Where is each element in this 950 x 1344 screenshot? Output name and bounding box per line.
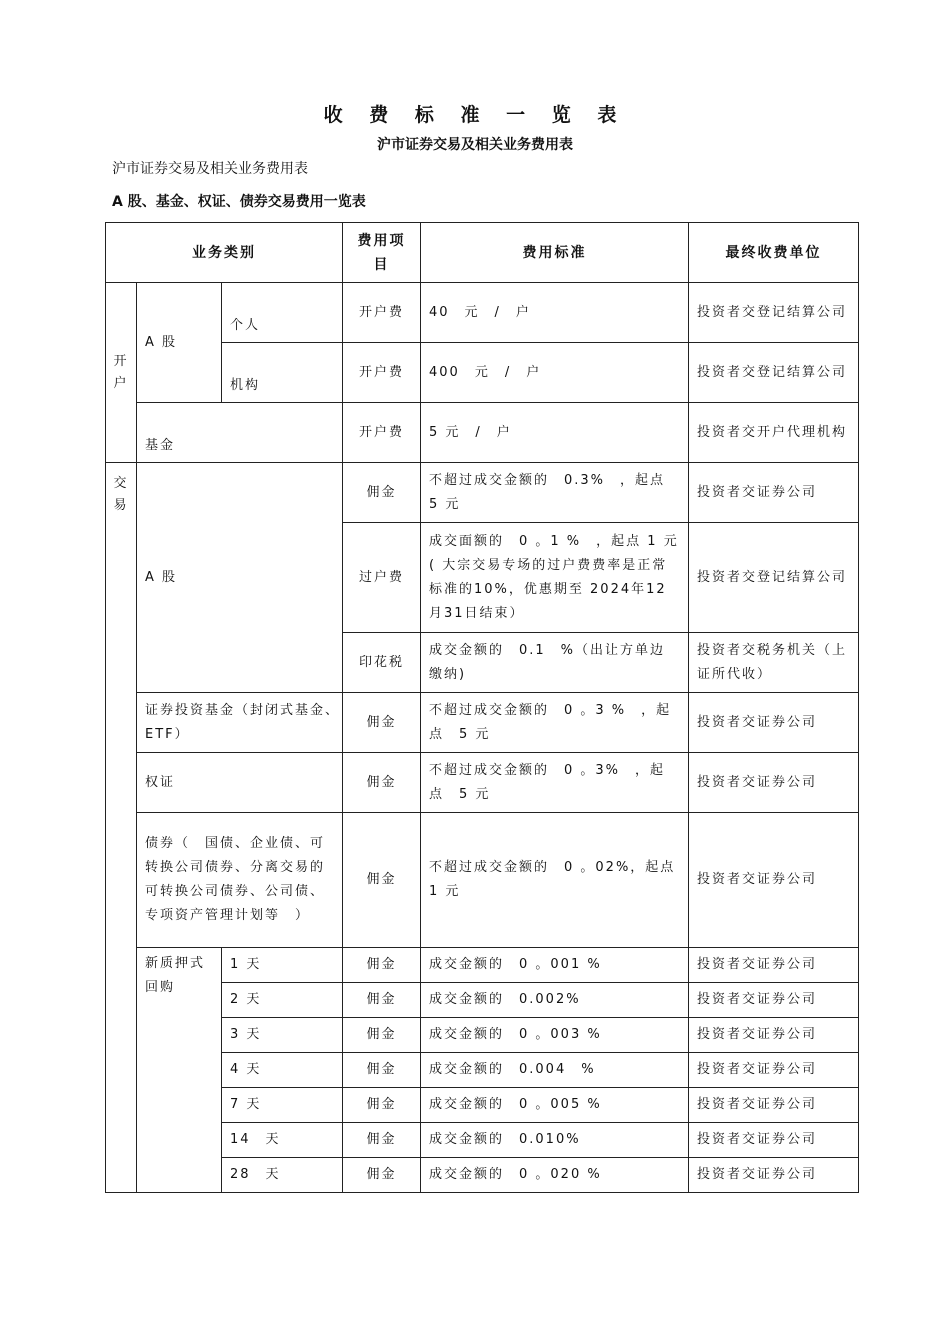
table-row <box>106 693 859 753</box>
page-subtitle: 沪市证券交易及相关业务费用表 <box>377 137 573 153</box>
table-row <box>106 463 859 523</box>
fee-standard: 40 元 / 户 <box>421 283 689 343</box>
fee-item: 佣金 <box>343 948 421 983</box>
fee-payee: 投资者交证券公司 <box>689 1018 859 1053</box>
fee-item: 佣金 <box>343 983 421 1018</box>
fee-item: 佣金 <box>343 753 421 813</box>
fee-payee: 投资者交证券公司 <box>689 1158 859 1193</box>
fee-standard: 成交金额的 0.004 % <box>421 1053 689 1088</box>
header-item: 费用项目 <box>343 223 421 283</box>
fee-item: 印花税 <box>343 633 421 693</box>
fee-item: 佣金 <box>343 1158 421 1193</box>
fee-payee: 投资者交证券公司 <box>689 1123 859 1158</box>
fee-standard: 成交金额的 0.1 %（出让方单边缴纳) <box>421 633 689 693</box>
fee-item: 开户费 <box>343 403 421 463</box>
fee-payee: 投资者交登记结算公司 <box>689 343 859 403</box>
fee-item: 佣金 <box>343 1123 421 1158</box>
fee-standard: 成交面额的 0 。1 % ，起点 1 元( 大宗交易专场的过户费费率是正常标准的10%，优惠期至 2024年12月31日结束） <box>421 523 689 633</box>
fee-payee: 投资者交登记结算公司 <box>689 523 859 633</box>
table-row <box>106 403 859 463</box>
fee-standard: 成交金额的 0.002% <box>421 983 689 1018</box>
fee-payee: 投资者交证券公司 <box>689 813 859 948</box>
fee-standard: 成交金额的 0 。003 % <box>421 1018 689 1053</box>
header-payee: 最终收费单位 <box>689 223 859 283</box>
fee-standard: 不超过成交金额的 0 。3 % ，起点 5 元 <box>421 693 689 753</box>
repo-label: 新质押式回购 <box>137 948 222 1193</box>
trade-warrant-label: 权证 <box>137 753 343 813</box>
table-row <box>106 948 859 983</box>
fee-item: 开户费 <box>343 343 421 403</box>
fee-payee: 投资者交证券公司 <box>689 693 859 753</box>
fee-item: 佣金 <box>343 693 421 753</box>
fee-standard: 成交金额的 0 。005 % <box>421 1088 689 1123</box>
table-title: A 股、基金、权证、债券交易费用一览表 <box>112 194 366 210</box>
fee-item: 佣金 <box>343 1053 421 1088</box>
trade-a-share-label: A 股 <box>137 463 343 693</box>
fee-payee: 投资者交证券公司 <box>689 753 859 813</box>
repo-term: 14 天 <box>222 1123 343 1158</box>
fee-payee: 投资者交证券公司 <box>689 463 859 523</box>
table-row <box>106 813 859 948</box>
header-row <box>106 223 859 283</box>
trade-fund-label: 证券投资基金（封闭式基金、 ETF） <box>137 693 343 753</box>
fee-payee: 投资者交登记结算公司 <box>689 283 859 343</box>
header-standard: 费用标准 <box>421 223 689 283</box>
open-fund-label: 基金 <box>137 403 343 463</box>
repo-term: 2 天 <box>222 983 343 1018</box>
group-trade: 交易 <box>106 463 137 1193</box>
fee-standard: 不超过成交金额的 0 。02%，起点 1 元 <box>421 813 689 948</box>
open-a-share-label: A 股 <box>137 283 222 403</box>
fee-payee: 投资者交证券公司 <box>689 983 859 1018</box>
fee-item: 过户费 <box>343 523 421 633</box>
fee-item: 佣金 <box>343 1018 421 1053</box>
fee-item: 佣金 <box>343 813 421 948</box>
table-row <box>106 283 859 343</box>
fee-item: 佣金 <box>343 463 421 523</box>
group-open: 开户 <box>106 283 137 463</box>
fee-item: 佣金 <box>343 1088 421 1123</box>
fee-payee: 投资者交证券公司 <box>689 948 859 983</box>
fee-standard: 不超过成交金额的 0 。3% ，起点 5 元 <box>421 753 689 813</box>
repo-term: 4 天 <box>222 1053 343 1088</box>
fee-standard: 不超过成交金额的 0.3% ，起点 5 元 <box>421 463 689 523</box>
fee-standard: 成交金额的 0 。020 % <box>421 1158 689 1193</box>
open-sub-institution: 机构 <box>222 343 343 403</box>
fee-standard: 成交金额的 0.010% <box>421 1123 689 1158</box>
repo-term: 1 天 <box>222 948 343 983</box>
trade-bond-label: 债券（ 国债、企业债、可转换公司债券、分离交易的可转换公司债券、公司债、专项资产管理计划等 ） <box>137 813 343 948</box>
fee-standard: 成交金额的 0 。001 % <box>421 948 689 983</box>
fee-table <box>105 222 859 1193</box>
table-row <box>106 753 859 813</box>
repo-term: 28 天 <box>222 1158 343 1193</box>
fee-payee: 投资者交税务机关（上证所代收） <box>689 633 859 693</box>
fee-payee: 投资者交证券公司 <box>689 1088 859 1123</box>
fee-standard: 5 元 / 户 <box>421 403 689 463</box>
repo-term: 3 天 <box>222 1018 343 1053</box>
fee-item: 开户费 <box>343 283 421 343</box>
header-category: 业务类别 <box>106 223 343 283</box>
open-sub-individual: 个人 <box>222 283 343 343</box>
repo-term: 7 天 <box>222 1088 343 1123</box>
fee-payee: 投资者交证券公司 <box>689 1053 859 1088</box>
page-title: 收 费 标 准 一 览 表 <box>323 104 627 126</box>
fee-standard: 400 元 / 户 <box>421 343 689 403</box>
fee-payee: 投资者交开户代理机构 <box>689 403 859 463</box>
caption-line: 沪市证券交易及相关业务费用表 <box>112 161 308 177</box>
